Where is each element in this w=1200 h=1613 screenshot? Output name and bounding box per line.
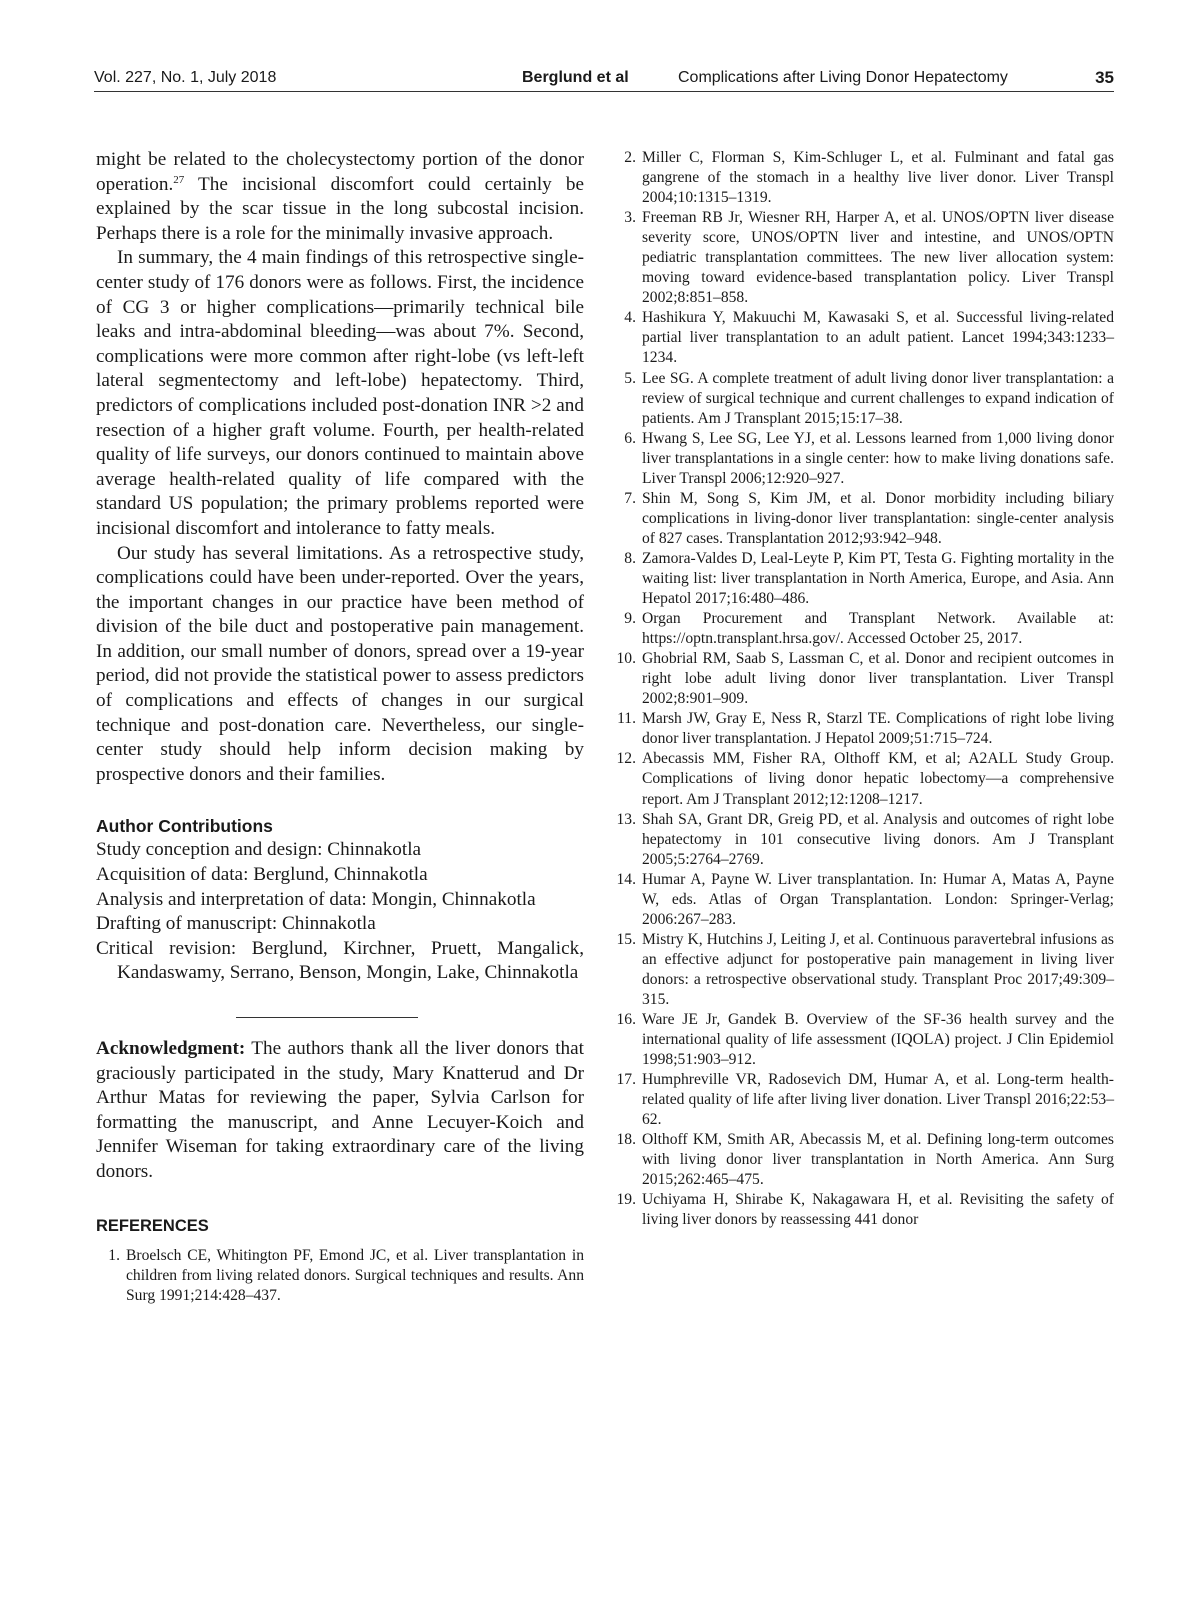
reference-text: Marsh JW, Gray E, Ness R, Starzl TE. Complications of right lobe living donor liver transplantation. J Hepatol 2009;51:715–724.	[642, 710, 1114, 748]
reference-item	[612, 1130, 1114, 1190]
running-authors: Berglund et al	[522, 69, 629, 86]
reference-list	[96, 1246, 584, 1306]
reference-number: 19.	[616, 1191, 636, 1209]
page-number: 35	[1095, 68, 1114, 87]
acknowledgment-label: Acknowledgment:	[96, 1038, 246, 1059]
reference-number: 3.	[624, 209, 636, 227]
body-paragraph	[96, 148, 584, 246]
section-divider	[236, 1017, 418, 1018]
reference-item	[612, 870, 1114, 930]
acknowledgment-text: The authors thank all the liver donors that graciously participated in the study, Mary Knatterud and Dr Arthur Matas for reviewing the paper, Sylvia Carlson for formatting the manuscript, and Anne Lecuyer-Koich and Jennifer Wiseman for taking extraordinary care of the living donors.	[96, 1038, 584, 1182]
reference-text: Hwang S, Lee SG, Lee YJ, et al. Lessons learned from 1,000 living donor liver transplantations in a single center: how to make living donations safe. Liver Transpl 2006;12:920–927.	[642, 429, 1114, 487]
author-contributions-list	[96, 838, 584, 986]
reference-number: 17.	[616, 1071, 636, 1089]
reference-text: Humphreville VR, Radosevich DM, Humar A, et al. Long-term health-related quality of life after living liver donation. Liver Transpl 2016;22:53–62.	[642, 1071, 1114, 1129]
contribution-item: Critical revision: Berglund, Kirchner, Pruett, Mangalick, Kandaswamy, Serrano, Benson, Mongin, Lake, Chinnakotla	[96, 937, 584, 984]
reference-text: Miller C, Florman S, Kim-Schluger L, et al. Fulminant and fatal gas gangrene of the stomach in a healthy live liver donor. Liver Transpl 2004;10:1315–1319.	[642, 149, 1114, 207]
reference-item	[612, 549, 1114, 609]
journal-volume: Vol. 227, No. 1, July 2018	[94, 69, 277, 86]
reference-text: Lee SG. A complete treatment of adult living donor liver transplantation: a review of surgical technique and current challenges to expand indication of patients. Am J Transplant 2015;15:17–38.	[642, 369, 1114, 427]
reference-number: 6.	[624, 429, 636, 447]
reference-number: 12.	[616, 750, 636, 768]
left-column	[96, 148, 584, 1306]
reference-text: Humar A, Payne W. Liver transplantation. In: Humar A, Matas A, Payne W, eds. Atlas of Organ Transplantation. London: Springer-Verlag; 2006:267–283.	[642, 870, 1114, 928]
reference-text: Zamora-Valdes D, Leal-Leyte P, Kim PT, Testa G. Fighting mortality in the waiting list: liver transplantation in North America, Europe, and Asia. Ann Hepatol 2017;16:480–486.	[642, 549, 1114, 608]
reference-text: Hashikura Y, Makuuchi M, Kawasaki S, et al. Successful living-related partial liver transplantation to an adult patient. Lancet 1994;343:1233–1234.	[642, 309, 1114, 367]
reference-text: Broelsch CE, Whitington PF, Emond JC, et al. Liver transplantation in children from living related donors. Surgical techniques and results. Ann Surg 1991;214:428–437.	[126, 1246, 584, 1304]
reference-number: 16.	[616, 1011, 636, 1029]
reference-number: 7.	[624, 489, 636, 507]
header-rule	[94, 91, 1114, 92]
reference-text: Ware JE Jr, Gandek B. Overview of the SF-36 health survey and the international quality of life assessment (IQOLA) project. J Clin Epidemiol 1998;51:903–912.	[642, 1011, 1114, 1069]
reference-number: 4.	[624, 309, 636, 327]
reference-text: Uchiyama H, Shirabe K, Nakagawara H, et al. Revisiting the safety of living liver donors by reassessing 441 donor	[642, 1191, 1114, 1229]
contribution-item: Drafting of manuscript: Chinnakotla	[96, 913, 376, 935]
references-heading: REFERENCES	[96, 1216, 209, 1235]
running-head	[94, 66, 1114, 90]
reference-text: Freeman RB Jr, Wiesner RH, Harper A, et al. UNOS/OPTN liver disease severity score, UNOS/OPTN liver and intestine, and UNOS/OPTN pediatric transplantation committees. The new liver allocation system: moving toward evidence-based transplantation policy. Liver Transpl 2002;8:851–858.	[642, 209, 1114, 307]
reference-text: Organ Procurement and Transplant Network. Available at: https://optn.transplant.hrsa.gov/. Accessed October 25, 2017.	[642, 610, 1114, 648]
author-contributions-heading: Author Contributions	[96, 816, 273, 837]
contribution-item: Analysis and interpretation of data: Mongin, Chinnakotla	[96, 888, 536, 910]
reference-item	[612, 1190, 1114, 1230]
reference-number: 10.	[616, 650, 636, 668]
contribution-item: Study conception and design: Chinnakotla	[96, 839, 422, 861]
reference-item	[612, 709, 1114, 749]
citation-superscript: 27	[173, 173, 185, 186]
reference-item	[612, 609, 1114, 649]
body-paragraph: In summary, the 4 main findings of this retrospective single-center study of 176 donors were as follows. First, the incidence of CG 3 or higher complications—primarily technical bile leaks and intra-abdominal bleeding—was about 7%. Second, complications were more common after right-lobe (vs left-left lateral segmentectomy and left-lobe) hepatectomy. Third, predictors of complications included post-donation INR >2 and resection of a higher graft volume. Fourth, per health-related quality of life surveys, our donors continued to maintain above average health-related quality of life compared with the standard US population; the primary problems reported were incisional discomfort and intolerance to fatty meals.	[96, 247, 584, 539]
reference-number: 9.	[624, 610, 636, 628]
running-title: Complications after Living Donor Hepatectomy	[678, 69, 1008, 86]
reference-number: 13.	[616, 810, 636, 828]
reference-number: 8.	[624, 549, 636, 567]
contribution-item: Acquisition of data: Berglund, Chinnakotla	[96, 864, 428, 886]
reference-item	[612, 1070, 1114, 1130]
reference-item	[612, 930, 1114, 1010]
reference-text: Ghobrial RM, Saab S, Lassman C, et al. Donor and recipient outcomes in right lobe adult living donor liver transplantation. Liver Transpl 2002;8:901–909.	[642, 650, 1114, 708]
reference-item	[612, 489, 1114, 549]
reference-number: 5.	[624, 369, 636, 387]
reference-number: 18.	[616, 1131, 636, 1149]
reference-item	[612, 649, 1114, 709]
reference-number: 2.	[624, 149, 636, 166]
reference-text: Mistry K, Hutchins J, Leiting J, et al. Continuous paravertebral infusions as an effective adjunct for postoperative pain management in living liver donors: a retrospective observational study. Transplant Proc 2017;49:309–315.	[642, 930, 1114, 1008]
reference-item	[612, 208, 1114, 308]
reference-item	[612, 308, 1114, 368]
reference-item	[612, 369, 1114, 429]
reference-number: 15.	[616, 930, 636, 948]
reference-number: 1.	[108, 1246, 120, 1264]
reference-item	[612, 749, 1114, 809]
reference-item	[612, 810, 1114, 870]
reference-text: Shin M, Song S, Kim JM, et al. Donor morbidity including biliary complications in living-donor liver transplantation: single-center analysis of 827 cases. Transplantation 2012;93:942–948.	[642, 489, 1114, 547]
acknowledgment	[96, 1037, 584, 1185]
reference-list	[612, 148, 1114, 1231]
reference-item	[612, 148, 1114, 208]
right-column	[612, 148, 1114, 1231]
reference-item	[612, 429, 1114, 489]
reference-item	[612, 1010, 1114, 1070]
reference-item	[96, 1246, 584, 1306]
body-text: The incisional discomfort could certainly be explained by the scar tissue in the long subcostal incision. Perhaps there is a role for the minimally invasive approach.	[96, 173, 584, 244]
body-text: might be related to the cholecystectomy portion of the donor operation.	[96, 149, 584, 195]
reference-number: 14.	[616, 870, 636, 888]
body-paragraph: Our study has several limitations. As a retrospective study, complications could have been under-reported. Over the years, the important changes in our practice have been method of division of the bile duct and postoperative pain management. In addition, our small number of donors, spread over a 19-year period, did not provide the statistical power to assess predictors of complications and effects of changes in our surgical technique and post-donation care. Nevertheless, our single-center study should help inform decision making by prospective donors and their families.	[96, 542, 584, 785]
reference-text: Shah SA, Grant DR, Greig PD, et al. Analysis and outcomes of right lobe hepatectomy in 101 consecutive living donors. Am J Transplant 2005;5:2764–2769.	[642, 810, 1114, 868]
reference-number: 11.	[617, 710, 636, 728]
reference-text: Olthoff KM, Smith AR, Abecassis M, et al. Defining long-term outcomes with living donor liver transplantation in North America. Ann Surg 2015;262:465–475.	[642, 1131, 1114, 1189]
reference-text: Abecassis MM, Fisher RA, Olthoff KM, et al; A2ALL Study Group. Complications of living donor hepatic lobectomy—a comprehensive report. Am J Transplant 2012;12:1208–1217.	[642, 750, 1114, 808]
